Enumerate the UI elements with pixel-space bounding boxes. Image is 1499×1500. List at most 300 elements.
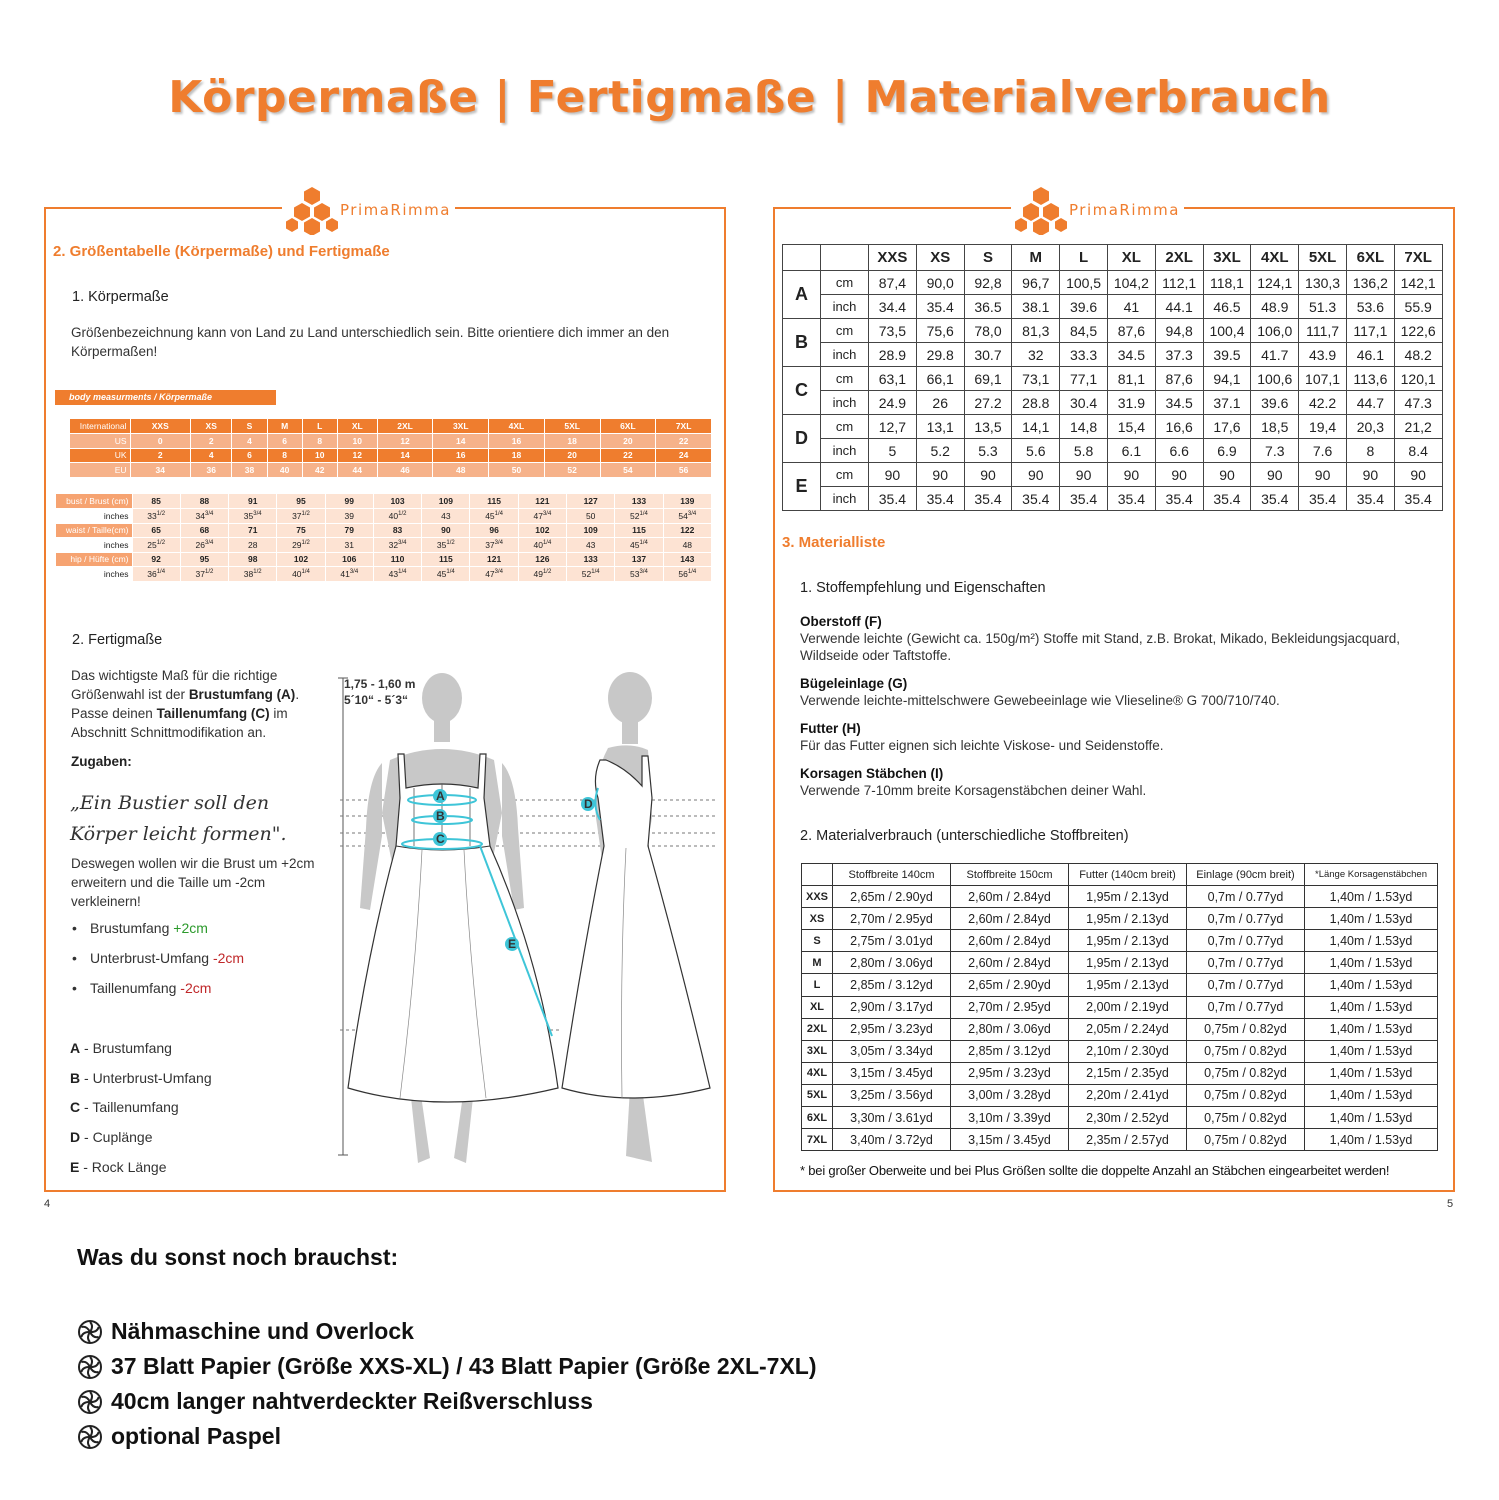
consumption-cell: 2,60m / 2.84yd (951, 952, 1069, 974)
size-table-section-title: 2. Größentabelle (Körpermaße) und Fertigmaße (53, 243, 390, 260)
figure-label-a: A (436, 789, 445, 803)
consumption-cell: 1,95m / 2.13yd (1069, 952, 1187, 974)
consumption-cell: 2,95m / 3.23yd (951, 1062, 1069, 1084)
consumption-size: 4XL (802, 1062, 833, 1084)
body-measurement-row (56, 538, 712, 553)
size-system-label: International (70, 419, 130, 434)
fraction: 3/4 (639, 568, 648, 575)
body-measurement-cell: $41^{3/4}$ (325, 567, 373, 582)
size-system-cell: 20 (544, 448, 600, 463)
consumption-cell: 3,15m / 3.45yd (833, 1062, 951, 1084)
body-measurement-cell: 103 (373, 494, 421, 509)
allowances-title: Zugaben: (71, 754, 132, 769)
body-measurement-cell: $29^{1/2}$ (277, 538, 325, 553)
consumption-cell: 2,35m / 2.57yd (1069, 1129, 1187, 1151)
size-system-cell: 2 (130, 448, 190, 463)
measurement-cell: 34.5 (1107, 343, 1155, 367)
measurement-cell: 55.9 (1394, 295, 1442, 319)
material-consumption-subtitle: 2. Materialverbrauch (unterschiedliche Stoffbreiten) (800, 828, 1129, 844)
measurement-cell: 90 (1012, 463, 1060, 487)
measurement-cell: 92,8 (964, 271, 1012, 295)
footnote: * bei großer Oberweite und bei Plus Größen sollte die doppelte Anzahl an Stäbchen eingearbeitet werden! (800, 1163, 1390, 1178)
size-system-label: EU (70, 463, 130, 478)
consumption-cell: 0,75m / 0.82yd (1187, 1129, 1305, 1151)
measurement-cell: 90 (1107, 463, 1155, 487)
measurement-cell: 73,1 (1012, 367, 1060, 391)
size-system-row (70, 419, 712, 434)
size-header: 7XL (1394, 245, 1442, 271)
body-measurement-cell: $45^{1/4}$ (615, 538, 663, 553)
legend-item: E - Rock Länge (70, 1158, 167, 1175)
measurement-cell: 90 (1346, 463, 1394, 487)
consumption-cell: 1,40m / 1.53yd (1305, 996, 1438, 1018)
body-measurement-cell: 115 (422, 552, 470, 567)
fraction: 1/2 (301, 539, 310, 546)
figure-label-c: C (436, 832, 445, 846)
page-number-left: 4 (44, 1198, 51, 1210)
size-system-cell: 44 (337, 463, 377, 478)
body-measurement-cell: 28 (229, 538, 277, 553)
body-measurement-cell: $47^{3/4}$ (518, 509, 566, 524)
measurement-cell: 16,6 (1155, 415, 1203, 439)
allowance-list (72, 920, 244, 1010)
measurement-cell: 73,5 (869, 319, 917, 343)
measurement-cell: 8.4 (1394, 439, 1442, 463)
size-system-cell: 20 (600, 434, 656, 449)
size-system-cell: S (232, 419, 267, 434)
brand-name: PrimaRimma (1069, 201, 1180, 219)
material-consumption-table (801, 863, 1438, 1151)
body-measurement-label: inches (56, 567, 132, 582)
unit-inch: inch (821, 487, 869, 511)
measurement-cell: 24.9 (869, 391, 917, 415)
consumption-cell: 1,40m / 1.53yd (1305, 1062, 1438, 1084)
measurement-cell: 47.3 (1394, 391, 1442, 415)
measurement-cell: 5.3 (964, 439, 1012, 463)
size-system-cell: 38 (232, 463, 267, 478)
measurement-cell: 35.4 (1251, 487, 1299, 511)
measurement-cell: 14,1 (1012, 415, 1060, 439)
body-measurement-label: inches (56, 538, 132, 553)
fraction: 3/4 (542, 510, 552, 517)
consumption-cell: 2,60m / 2.84yd (951, 930, 1069, 952)
size-system-cell: 12 (377, 434, 433, 449)
fraction: 1/4 (156, 568, 166, 575)
body-measurement-cell: 109 (422, 494, 470, 509)
measurement-cell: 90 (1155, 463, 1203, 487)
size-system-cell: 2 (190, 434, 231, 449)
body-measurement-cell: 137 (615, 552, 663, 567)
honeycomb-logo-icon (1015, 185, 1067, 235)
size-system-cell: 34 (130, 463, 190, 478)
consumption-cell: 1,40m / 1.53yd (1305, 1018, 1438, 1040)
body-measurement-row (56, 552, 712, 567)
honeycomb-logo-icon (286, 185, 338, 235)
measurement-cell: 90 (1394, 463, 1442, 487)
body-measurement-cell: $34^{3/4}$ (180, 509, 228, 524)
measurement-cell: 32 (1012, 343, 1060, 367)
measurement-cell: 14,8 (1060, 415, 1108, 439)
measurement-cell: 90 (869, 463, 917, 487)
fraction: 1/2 (398, 510, 407, 517)
size-system-cell: 48 (433, 463, 489, 478)
measurement-cell: 75,6 (916, 319, 964, 343)
fraction: 1/2 (542, 568, 552, 575)
consumption-cell: 2,85m / 3.12yd (951, 1040, 1069, 1062)
measurement-cell: 6.6 (1155, 439, 1203, 463)
size-system-cell: 10 (337, 434, 377, 449)
unit-cm: cm (821, 319, 869, 343)
body-measurement-cell: 92 (132, 552, 180, 567)
measurement-row-cm (783, 319, 1443, 343)
consumption-cell: 2,90m / 3.17yd (833, 996, 951, 1018)
size-system-cell: 18 (489, 448, 545, 463)
finished-measurements-text: Das wichtigste Maß für die richtige Größenwahl ist der Brustumfang (A). Passe deinen Taillenumfang (C) im Abschnitt Schnittmodifikation an. (71, 668, 300, 740)
measurement-cell: 17,6 (1203, 415, 1251, 439)
measurement-cell: 30.4 (1060, 391, 1108, 415)
consumption-cell: 1,40m / 1.53yd (1305, 930, 1438, 952)
measurement-row-inch (783, 343, 1443, 367)
size-header: M (1012, 245, 1060, 271)
fraction: 3/4 (253, 510, 262, 517)
measurement-row-inch (783, 487, 1443, 511)
consumption-cell: 2,60m / 2.84yd (951, 886, 1069, 908)
body-measurement-cell: $35^{1/2}$ (422, 538, 470, 553)
extras-item (77, 1349, 817, 1384)
measurement-cell: 111,7 (1299, 319, 1347, 343)
measurement-cell: 87,4 (869, 271, 917, 295)
size-system-cell: 10 (302, 448, 337, 463)
measurement-cell: 21,2 (1394, 415, 1442, 439)
measurement-cell: 107,1 (1299, 367, 1347, 391)
fraction: 1/4 (446, 568, 455, 575)
consumption-cell: 2,15m / 2.35yd (1069, 1062, 1187, 1084)
body-measurement-cell: $25^{1/2}$ (132, 538, 180, 553)
consumption-cell: 2,60m / 2.84yd (951, 908, 1069, 930)
measurement-cell: 122,6 (1394, 319, 1442, 343)
body-measurement-row (56, 494, 712, 509)
measurement-cell: 113,6 (1346, 367, 1394, 391)
measurement-row-cm (783, 463, 1443, 487)
measurement-cell: 6.9 (1203, 439, 1251, 463)
fraction: 1/4 (301, 568, 310, 575)
consumption-cell: 2,80m / 3.06yd (951, 1018, 1069, 1040)
size-system-cell: 36 (190, 463, 231, 478)
legend-item: C - Taillenumfang (70, 1099, 179, 1116)
measurement-cell: 35.4 (1394, 487, 1442, 511)
body-measurement-label: hip / Hüfte (cm) (56, 552, 132, 567)
legend-item: A - Brustumfang (70, 1040, 172, 1056)
consumption-cell: 0,7m / 0.77yd (1187, 930, 1305, 952)
allowance-item: • Unterbrust-Umfang -2cm (72, 950, 245, 966)
measurement-cell: 63,1 (869, 367, 917, 391)
consumption-row (802, 1129, 1438, 1151)
unit-cm: cm (821, 367, 869, 391)
measurement-cell: 35.4 (1107, 487, 1155, 511)
consumption-cell: 0,7m / 0.77yd (1187, 974, 1305, 996)
body-measurement-cell: $33^{1/2}$ (132, 509, 180, 524)
measurement-cell: 84,5 (1060, 319, 1108, 343)
body-measurement-table (56, 494, 712, 582)
consumption-row (802, 1084, 1438, 1106)
consumption-cell: 2,75m / 3.01yd (833, 930, 951, 952)
consumption-cell: 0,75m / 0.82yd (1187, 1084, 1305, 1106)
size-header: XS (916, 245, 964, 271)
size-system-cell: 50 (489, 463, 545, 478)
consumption-cell: 2,80m / 3.06yd (833, 952, 951, 974)
consumption-cell: 1,40m / 1.53yd (1305, 1040, 1438, 1062)
fraction: 3/4 (349, 568, 359, 575)
measurement-cell: 69,1 (964, 367, 1012, 391)
consumption-cell: 1,95m / 2.13yd (1069, 908, 1187, 930)
measurement-cell: 78,0 (964, 319, 1012, 343)
consumption-cell: 3,15m / 3.45yd (951, 1129, 1069, 1151)
consumption-header: Stoffbreite 150cm (951, 864, 1069, 886)
body-measurement-cell: $40^{1/4}$ (277, 567, 325, 582)
consumption-cell: 2,65m / 2.90yd (833, 886, 951, 908)
consumption-row (802, 974, 1438, 996)
measurement-cell: 31.9 (1107, 391, 1155, 415)
size-system-cell: 22 (656, 434, 712, 449)
body-measurement-cell: 43 (422, 509, 470, 524)
size-system-cell: 42 (302, 463, 337, 478)
body-measurement-cell: $43^{1/4}$ (373, 567, 421, 582)
measurement-cell: 136,2 (1346, 271, 1394, 295)
consumption-cell: 0,75m / 0.82yd (1187, 1062, 1305, 1084)
measurement-cell: 38.1 (1012, 295, 1060, 319)
measurement-cell: 8 (1346, 439, 1394, 463)
body-measurement-cell: 95 (180, 552, 228, 567)
measurement-row-cm (783, 271, 1443, 295)
measurement-cell: 90 (916, 463, 964, 487)
body-measurement-cell: $45^{1/4}$ (470, 509, 518, 524)
body-measurement-cell: 85 (132, 494, 180, 509)
fraction: 1/2 (156, 539, 166, 546)
consumption-cell: 2,30m / 2.52yd (1069, 1107, 1187, 1129)
size-header: L (1060, 245, 1108, 271)
consumption-size: S (802, 930, 833, 952)
measurement-cell: 48.9 (1251, 295, 1299, 319)
unit-cm: cm (821, 415, 869, 439)
consumption-cell: 2,95m / 3.23yd (833, 1018, 951, 1040)
consumption-cell: 1,95m / 2.13yd (1069, 886, 1187, 908)
header-empty (783, 245, 821, 271)
size-system-cell: 14 (377, 448, 433, 463)
fraction: 1/4 (494, 510, 504, 517)
fraction: 3/4 (494, 539, 504, 546)
body-measurement-cell: 121 (518, 494, 566, 509)
size-system-cell: 5XL (544, 419, 600, 434)
consumption-header: Stoffbreite 140cm (833, 864, 951, 886)
body-measurement-cell: 133 (567, 552, 615, 567)
body-measurement-cell: $40^{1/2}$ (373, 509, 421, 524)
measurement-cell: 48.2 (1394, 343, 1442, 367)
size-system-cell: 2XL (377, 419, 433, 434)
finished-measurements-subtitle: 2. Fertigmaße (72, 632, 163, 648)
extras-item-text: Nähmaschine und Overlock (111, 1318, 414, 1344)
body-measurement-cell: 71 (229, 523, 277, 538)
body-measurement-cell: 43 (567, 538, 615, 553)
consumption-cell: 2,00m / 2.19yd (1069, 996, 1187, 1018)
consumption-cell: 3,40m / 3.72yd (833, 1129, 951, 1151)
body-measurement-cell: 126 (518, 552, 566, 567)
measurement-cell: 35.4 (916, 487, 964, 511)
size-system-cell: 12 (337, 448, 377, 463)
fraction: 3/4 (398, 539, 407, 546)
measurement-cell: 37.1 (1203, 391, 1251, 415)
measurement-cell: 35.4 (1299, 487, 1347, 511)
measurement-cell: 35.4 (1203, 487, 1251, 511)
body-measurement-label: bust / Brust (cm) (56, 494, 132, 509)
unit-inch: inch (821, 391, 869, 415)
extras-item-text: 37 Blatt Papier (Größe XXS-XL) / 43 Blatt Papier (Größe 2XL-7XL) (111, 1353, 817, 1379)
measurement-cell: 87,6 (1155, 367, 1203, 391)
measurement-cell: 77,1 (1060, 367, 1108, 391)
size-system-cell: 6 (267, 434, 302, 449)
size-system-cell: 8 (302, 434, 337, 449)
header-empty (802, 864, 833, 886)
unit-cm: cm (821, 271, 869, 295)
size-system-cell: 24 (656, 448, 712, 463)
measurement-cell: 81,1 (1107, 367, 1155, 391)
consumption-size: 7XL (802, 1129, 833, 1151)
size-system-cell: 0 (130, 434, 190, 449)
body-measurement-cell: 31 (325, 538, 373, 553)
material-item: Bügeleinlage (G) Verwende leichte-mittelschwere Gewebeeinlage wie Vlieseline® G 700/710/740. (800, 676, 1280, 708)
size-system-table (70, 419, 712, 478)
fraction: 1/2 (446, 539, 455, 546)
measurement-cell: 35.4 (869, 487, 917, 511)
measurement-cell: 106,0 (1251, 319, 1299, 343)
measurement-cell: 90 (1203, 463, 1251, 487)
size-system-cell: 14 (433, 434, 489, 449)
size-header: XXS (869, 245, 917, 271)
fraction: 1/2 (156, 510, 166, 517)
body-measurement-cell: 110 (373, 552, 421, 567)
measurement-cell: 30.7 (964, 343, 1012, 367)
material-item: Korsagen Stäbchen (I) Verwende 7-10mm breite Korsagenstäbchen deiner Wahl. (800, 766, 1147, 798)
bustier-quote: „Ein Bustier soll den Körper leicht formen". (70, 792, 287, 845)
material-item: Oberstoff (F) Verwende leichte (Gewicht ca. 150g/m²) Stoffe mit Stand, z.B. Brokat, Mikado, Bekleidungsjacquard, Wildseide oder Taftstoffe. (800, 614, 1401, 663)
body-measurement-cell: $35^{3/4}$ (229, 509, 277, 524)
measurement-key: D (783, 415, 821, 463)
measurement-key: A (783, 271, 821, 319)
measurement-cell: 35.4 (916, 295, 964, 319)
body-measurement-cell: 106 (325, 552, 373, 567)
measurement-cell: 90 (1060, 463, 1108, 487)
legend-item: B - Unterbrust-Umfang (70, 1069, 212, 1086)
body-measurement-cell: 48 (663, 538, 711, 553)
measurement-cell: 100,4 (1203, 319, 1251, 343)
measurement-key: B (783, 319, 821, 367)
swirl-icon (77, 1354, 103, 1380)
size-system-cell: 46 (377, 463, 433, 478)
dress-figure-illustration (330, 668, 720, 1168)
size-header: 5XL (1299, 245, 1347, 271)
body-measurement-cell: 121 (470, 552, 518, 567)
measurement-key: E (783, 463, 821, 511)
unit-inch: inch (821, 343, 869, 367)
measurement-cell: 29.8 (916, 343, 964, 367)
unit-cm: cm (821, 463, 869, 487)
consumption-size: XL (802, 996, 833, 1018)
consumption-size: 3XL (802, 1040, 833, 1062)
size-system-cell: 4 (232, 434, 267, 449)
consumption-cell: 1,95m / 2.13yd (1069, 930, 1187, 952)
size-header: 4XL (1251, 245, 1299, 271)
measurements-header-row (783, 245, 1443, 271)
body-measurement-cell: $38^{1/2}$ (229, 567, 277, 582)
consumption-cell: 0,7m / 0.77yd (1187, 952, 1305, 974)
measurement-cell: 35.4 (964, 487, 1012, 511)
consumption-size: XXS (802, 886, 833, 908)
body-measurement-cell: 83 (373, 523, 421, 538)
extras-item (77, 1419, 817, 1454)
body-measurements-label: body measurments / Körpermaße (55, 390, 276, 405)
measurement-cell: 12,7 (869, 415, 917, 439)
consumption-row (802, 1018, 1438, 1040)
fraction: 1/4 (398, 568, 407, 575)
body-measurement-row (56, 567, 712, 582)
extras-item (77, 1384, 817, 1419)
body-measurement-cell: $47^{3/4}$ (470, 567, 518, 582)
size-system-cell: 3XL (433, 419, 489, 434)
size-system-cell: XL (337, 419, 377, 434)
consumption-cell: 0,7m / 0.77yd (1187, 886, 1305, 908)
body-measurement-row (56, 509, 712, 524)
page-number-right: 5 (1447, 1198, 1454, 1210)
fraction: 3/4 (687, 510, 697, 517)
size-system-cell: 22 (600, 448, 656, 463)
body-measurement-cell: 99 (325, 494, 373, 509)
measurement-cell: 18,5 (1251, 415, 1299, 439)
fraction: 1/4 (591, 568, 600, 575)
size-system-cell: 56 (656, 463, 712, 478)
consumption-cell: 0,7m / 0.77yd (1187, 908, 1305, 930)
size-system-cell: 54 (600, 463, 656, 478)
measurement-cell: 34.5 (1155, 391, 1203, 415)
measurement-cell: 142,1 (1394, 271, 1442, 295)
measurement-cell: 53.6 (1346, 295, 1394, 319)
measurement-cell: 87,6 (1107, 319, 1155, 343)
consumption-cell: 0,75m / 0.82yd (1187, 1107, 1305, 1129)
measurement-cell: 20,3 (1346, 415, 1394, 439)
consumption-size: 5XL (802, 1084, 833, 1106)
measurement-cell: 124,1 (1251, 271, 1299, 295)
measurement-cell: 46.1 (1346, 343, 1394, 367)
measurement-cell: 117,1 (1346, 319, 1394, 343)
consumption-cell: 1,40m / 1.53yd (1305, 952, 1438, 974)
consumption-cell: 1,40m / 1.53yd (1305, 886, 1438, 908)
body-measurement-cell: 102 (277, 552, 325, 567)
body-measurement-row (56, 523, 712, 538)
measurement-cell: 100,6 (1251, 367, 1299, 391)
figure-label-d: D (584, 797, 593, 811)
measurement-cell: 120,1 (1394, 367, 1442, 391)
measurement-cell: 35.4 (1012, 487, 1060, 511)
body-measurement-cell: $37^{3/4}$ (470, 538, 518, 553)
page-title: Körpermaße | Fertigmaße | Materialverbrauch (168, 72, 1331, 123)
consumption-cell: 2,65m / 2.90yd (951, 974, 1069, 996)
extras-item-text: optional Paspel (111, 1423, 281, 1449)
fraction: 1/2 (204, 568, 214, 575)
measurement-cell: 51.3 (1299, 295, 1347, 319)
measurement-cell: 35.4 (1060, 487, 1108, 511)
body-measurement-cell: $32^{3/4}$ (373, 538, 421, 553)
consumption-row (802, 930, 1438, 952)
size-system-cell: M (267, 419, 302, 434)
body-measurement-cell: 75 (277, 523, 325, 538)
